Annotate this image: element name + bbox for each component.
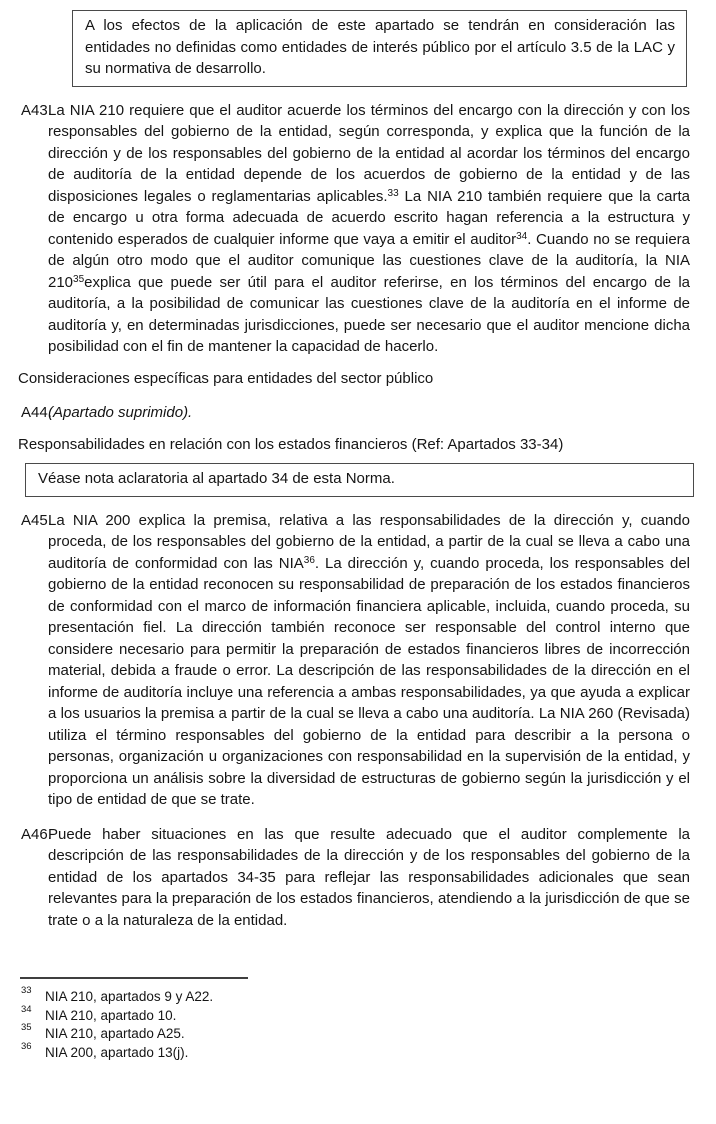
footnote-34: 34 NIA 210, apartado 10.: [21, 1003, 177, 1023]
paragraph-a44: [18, 402, 690, 424]
section-heading-sector-publico: [18, 368, 690, 390]
paragraph-a43-text: La NIA 210 requiere que el auditor acuerde los términos del encargo con la dirección y con los responsables del gobierno de la entidad, según corresponda, y explica que la función de la dirección y de los responsables del gobierno de la entidad al acordar los términos del encargo de auditoría de la entidad depende de los acuerdos de gobierno de la entidad y de las disposiciones legales o reglamentarias aplicables.$^{33}$ La NIA 210 también requiere que la carta de encargo u otra forma adecuada de acuerdo escrito hagan referencia a la estructura y contenido esperados de cualquier informe que vaya a emitir el auditor$^{34}$. Cuando no se requiera de algún otro modo que el auditor comunique las cuestiones clave de la auditoría, la NIA $210^{35}explica$ que puede ser útil para el auditor referirse, en los términos del encargo de la auditoría, a la posibilidad de comunicar las cuestiones clave de la auditoría en el informe de auditoría y, en determinadas jurisdicciones, puede ser necesario que el auditor mencione dicha posibilidad con el fin de mantener la capacidad de hacerlo.: [48, 101, 690, 355]
footnote-separator: [20, 977, 248, 979]
paragraph-a46: [18, 824, 690, 932]
paragraph-a43-label: A43.: [21, 101, 52, 119]
footnote-33: 33 NIA 210, apartados 9 y A22.: [21, 985, 214, 1004]
footnote-34-text: NIA 210, apartado 10.: [45, 1007, 177, 1023]
paragraph-a44-label: A44.: [21, 404, 52, 421]
paragraph-a45-text: La NIA 200 explica la premisa, relativa a las responsabilidades de la dirección y, cuando proceda, de los responsables del gobierno de la entidad, a partir de la cual se lleva a cabo una auditoría de conformidad con las NIA$^{36}$. La dirección y, cuando proceda, los responsables del gobierno de la entidad reconocen su responsabilidad de preparación de los estados financieros de conformidad con el marco de información financiera aplicable, incluida, cuando proceda, su presentación fiel. La dirección también reconoce ser responsable del control interno que considere necesario para permitir la preparación de estados financieros libres de incorrección material, debida a fraude o error. La descripción de las responsabilidades de la dirección en el informe de auditoría incluye una referencia a ambas responsabilidades, ya que ayuda a explicar a los usuarios la premisa a partir de la cual se lleva a cabo una auditoría. La NIA 260 (Revisada) utiliza el término responsables del gobierno de la entidad para describir a la persona o personas, organización u organizaciones con responsabilidad en la supervisión de la entidad, y proporciona un análisis sobre la diversidad de estructuras de gobierno según la jurisdicción y el tipo de entidad de que se trate.: [48, 511, 690, 808]
paragraph-a45-label: A45.: [21, 511, 52, 529]
section-heading-responsabilidades: [18, 434, 690, 456]
section-heading-sector-publico-text: Consideraciones específicas para entidades del sector público: [18, 369, 434, 387]
footnote-35-text: NIA 210, apartado A25.: [45, 1026, 185, 1041]
scope-note-text: A los efectos de la aplicación de este apartado se tendrán en consideración las entidades no definidas como entidades de interés público por el artículo 3.5 de la LAC y su normativa de desarrollo.: [85, 17, 675, 77]
paragraph-a44-text: (Apartado suprimido).: [48, 404, 193, 421]
footnote-36-text: NIA 200, apartado 13(j).: [45, 1044, 189, 1060]
footnote-35: 35 NIA 210, apartado A25.: [21, 1022, 185, 1041]
paragraph-a43: [18, 100, 690, 358]
clarification-note-text: Véase nota aclaratoria al apartado 34 de esta Norma.: [38, 470, 395, 487]
scope-note-box: [72, 10, 687, 87]
footnote-36: 36 NIA 200, apartado 13(j).: [21, 1040, 189, 1060]
paragraph-a45: [18, 510, 690, 811]
section-heading-responsabilidades-text: Responsabilidades en relación con los estados financieros (Ref: Apartados 33-34): [18, 435, 564, 453]
footnotes-section: [18, 977, 690, 1062]
paragraph-a46-label: A46.: [21, 825, 52, 843]
footnote-33-text: NIA 210, apartados 9 y A22.: [45, 989, 214, 1004]
clarification-note-box: [25, 463, 694, 497]
paragraph-a46-text: Puede haber situaciones en las que resulte adecuado que el auditor complemente la descripción de las responsabilidades de la dirección y de los responsables del gobierno de la entidad de los apartados 34-35 para reflejar las responsabilidades adicionales que sean relevantes para la preparación de los estados financieros, atendiendo a la jurisdicción de que se trate o a la naturaleza de la entidad.: [48, 825, 690, 929]
